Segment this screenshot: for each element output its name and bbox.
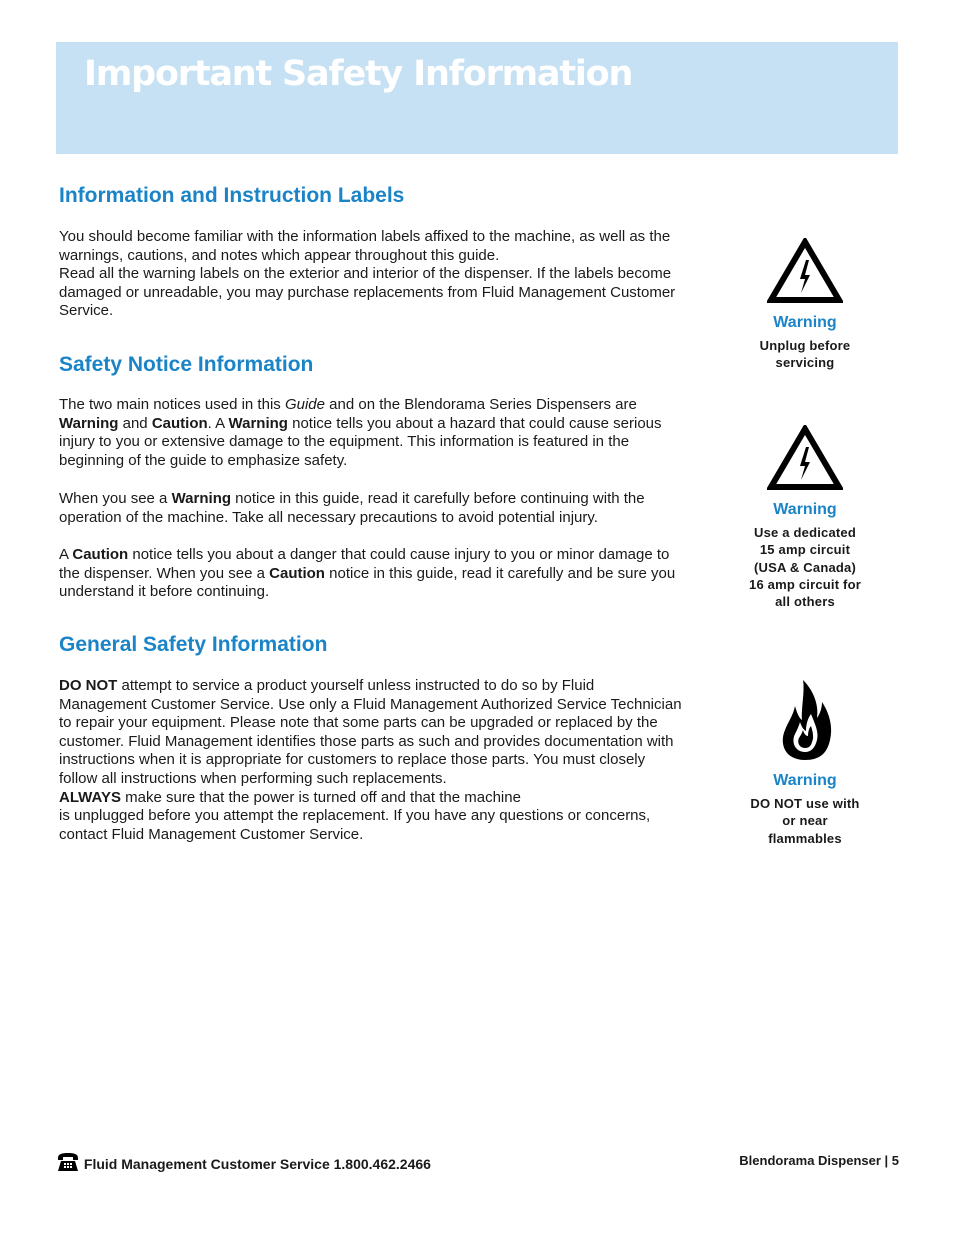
footer-contact-text: Fluid Management Customer Service 1.800.462.2466 xyxy=(83,1156,431,1172)
warning-text: Use a dedicated 15 amp circuit (USA & Canada) 16 amp circuit for all others xyxy=(749,525,861,610)
title-banner xyxy=(56,42,898,154)
warning-label-unplug xyxy=(730,238,880,372)
flame-icon xyxy=(775,678,835,762)
page-title: Important Safety Information xyxy=(84,54,633,94)
notice-paragraph-3-block xyxy=(59,546,681,602)
notice-paragraph-2: When you see a Warning notice in this guide, read it carefully before continuing with the operation of the machine. Take all necessary precautions to avoid potential injury. xyxy=(59,490,645,526)
warning-label-flammables xyxy=(730,678,880,847)
warning-title: Warning xyxy=(773,501,837,518)
section-labels-body xyxy=(59,228,681,321)
electrical-hazard-icon xyxy=(767,425,843,491)
section-notice-body xyxy=(59,396,681,470)
notice-paragraph-2-block xyxy=(59,490,681,527)
warning-title: Warning xyxy=(773,772,837,789)
section-general-body xyxy=(59,677,685,844)
warning-label-circuit xyxy=(730,425,880,610)
footer-contact xyxy=(56,1152,431,1172)
warning-title: Warning xyxy=(773,314,837,331)
notice-paragraph-3: A Caution notice tells you about a danger that could cause injury to you or minor damage to the dispenser. When you see a Caution notice in this guide, read it carefully and be sure you understand it before continuing. xyxy=(59,546,676,601)
section-heading-general: General Safety Information xyxy=(59,633,328,656)
notice-paragraph-1: The two main notices used in this Guide and on the Blendorama Series Dispensers are Warning and Caution. A Warning notice tells you about a hazard that could cause serious injury to you or extensive damage to the equipment. This information is featured in the beginning of the guide to emphasize safety. xyxy=(59,396,662,469)
section-heading-labels: Information and Instruction Labels xyxy=(59,184,405,207)
warning-text: DO NOT use with or near flammables xyxy=(750,796,860,846)
labels-paragraph-1: You should become familiar with the information labels affixed to the machine, as well as the warnings, cautions, and notes which appear throughout this guide. xyxy=(59,228,671,264)
telephone-icon xyxy=(56,1152,80,1172)
general-paragraph: DO NOT attempt to service a product yourself unless instructed to do so by Fluid Management Customer Service. Use only a Fluid Management Authorized Service Technician to repair your equipment. Please note that some parts can be upgraded or replaced by the customer. Fluid Management identifies those parts as such and provides documentation with instructions when it is appropriate for customers to replace those parts. You must closely follow all instructions when performing such replacements. ALWAYS make sure that the power is turned off and that the machine is unplugged before you attempt the replacement. If you have any questions or concerns, contact Fluid Management Customer Service. xyxy=(59,677,682,843)
footer-page-label: Blendorama Dispenser | 5 xyxy=(739,1153,899,1168)
labels-paragraph-2: Read all the warning labels on the exterior and interior of the dispenser. If the labels become damaged or unreadable, you may purchase replacements from Fluid Management Customer Service. xyxy=(59,265,676,320)
section-heading-notice: Safety Notice Information xyxy=(59,353,314,376)
warning-text: Unplug before servicing xyxy=(759,338,851,371)
electrical-hazard-icon xyxy=(767,238,843,304)
